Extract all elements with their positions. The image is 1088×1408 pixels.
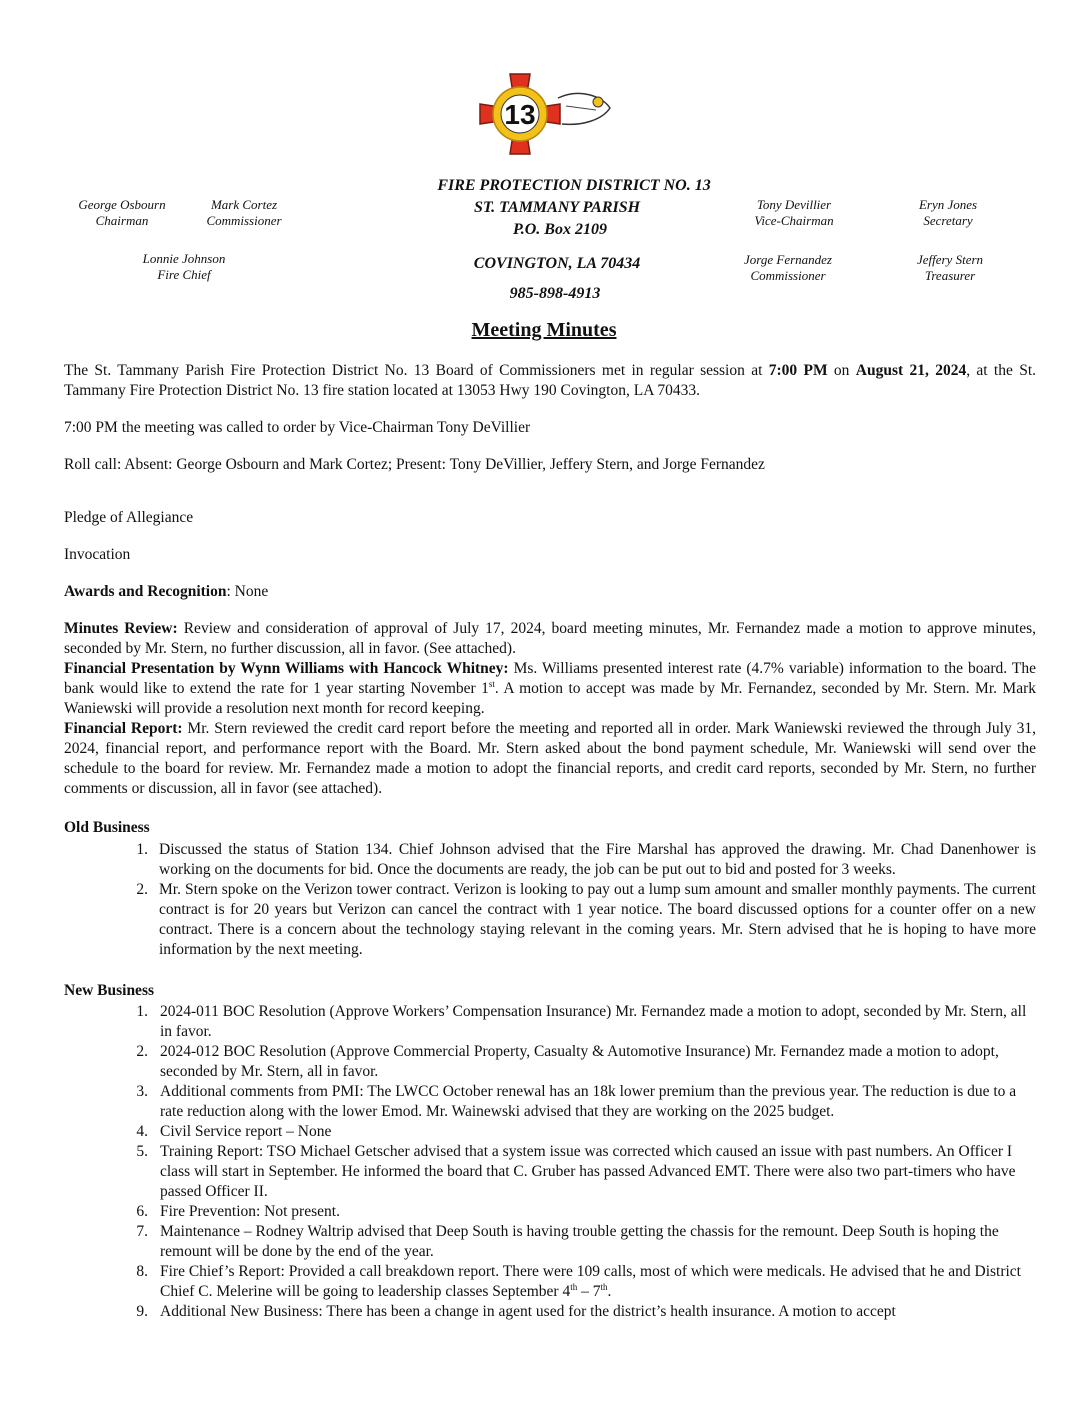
list-item: [64, 1222, 1036, 1262]
financial-presentation-text-2: . A motion to accept was made by Mr. Fernandez, seconded by Mr. Stern. Mr. Mark Waniewski will provide a resolution next month for record keeping.: [64, 680, 1036, 717]
intro-text-1: The St. Tammany Parish Fire Protection District No. 13 Board of Commissioners met in regular session at: [64, 362, 769, 379]
officer-name: Tony Devillier: [756, 197, 832, 212]
officer-title: Commissioner: [206, 213, 282, 228]
item-number: 7.: [136, 1223, 148, 1240]
financial-report-label: Financial Report:: [64, 720, 183, 737]
meeting-date: August 21, 2024: [855, 362, 967, 379]
superscript: st: [488, 678, 495, 689]
call-to-order: 7:00 PM the meeting was called to order by Vice-Chairman Tony DeVillier: [64, 419, 531, 436]
item-text: Fire Prevention: Not present.: [160, 1203, 340, 1220]
invocation: Invocation: [64, 546, 131, 563]
list-item: [64, 1122, 1036, 1142]
intro-text-3: , at the St. Tammany Fire Protection District No. 13 fire station located at 13053 Hwy 190 Covington, LA 70433.: [64, 362, 1037, 399]
officer-title: Treasurer: [924, 268, 976, 283]
item-text: 2024-011 BOC Resolution (Approve Workers’ Compensation Insurance) Mr. Fernandez made a motion to adopt, seconded by Mr. Stern, all in favor.: [160, 1003, 1027, 1040]
officer-name: George Osbourn: [78, 197, 166, 212]
item-number: 3.: [136, 1083, 148, 1100]
officer-title: Chairman: [95, 213, 149, 228]
meeting-time: 7:00 PM: [768, 362, 828, 379]
officer-title: Secretary: [923, 213, 973, 228]
district-logo: [470, 68, 618, 160]
item-text: Additional comments from PMI: The LWCC October renewal has an 18k lower premium than the previous year. The reduction is due to a rate reduction along with the lower Emod. Mr. Wainewski advised that they are working on the 2025 budget.: [160, 1083, 1017, 1120]
item-number: 2.: [136, 881, 148, 898]
superscript: th: [600, 1281, 608, 1292]
officer-chairman: [62, 197, 182, 229]
item-number: 4.: [136, 1123, 148, 1140]
item-text: .: [607, 1283, 612, 1300]
awards-recognition: [64, 582, 1036, 602]
financial-report-text: Mr. Stern reviewed the credit card report before the meeting and reported all in order. Mark Waniewski reviewed the through July 31, 2024, financial report, and performance report with the Board. Mr. Stern asked about the bond payment schedule, Mr. Waniewski will send over the schedule to the board for review. Mr. Fernandez made a motion to adopt the financial reports, and credit card reports, seconded by Mr. Stern, no further comments or discussion, all in favor (see attached).: [64, 720, 1036, 797]
item-text: Fire Chief’s Report: Provided a call breakdown report. There were 109 calls, most of which were medicals. He advised that he and District Chief C. Melerine will be going to leadership classes September 4: [160, 1263, 1021, 1300]
old-business-heading: Old Business: [64, 819, 150, 836]
item-text: Discussed the status of Station 134. Chief Johnson advised that the Fire Marshal has approved the drawing. Mr. Chad Danenhower is working on the documents for bid. Once the documents are ready, the job can be put out to bid and posted for 3 weeks.: [159, 841, 1036, 878]
po-box: P.O. Box 2109: [513, 221, 607, 238]
minutes-review: [64, 619, 1036, 659]
district-name: FIRE PROTECTION DISTRICT NO. 13: [437, 177, 711, 194]
officer-name: Jeffery Stern: [916, 252, 984, 267]
new-business-heading: New Business: [64, 982, 155, 999]
item-number: 6.: [136, 1203, 148, 1220]
list-item: [64, 840, 1036, 880]
old-business-list: [64, 840, 1036, 960]
intro-text-2: on: [827, 362, 856, 379]
district-header: [400, 175, 748, 305]
officer-fire-chief: [124, 251, 244, 283]
item-number: 1.: [136, 841, 148, 858]
item-text: Additional New Business: There has been a change in agent used for the district’s health insurance. A motion to accept: [160, 1303, 896, 1320]
officer-title: Vice-Chairman: [754, 213, 834, 228]
item-text: – 7: [577, 1283, 601, 1300]
new-business-list: [64, 1002, 1036, 1322]
list-item: [64, 1002, 1036, 1042]
officer-name: Mark Cortez: [210, 197, 278, 212]
awards-label: Awards and Recognition: [64, 583, 227, 600]
page-title: Meeting Minutes: [471, 319, 617, 341]
intro-paragraph: [64, 361, 1036, 401]
item-text: Mr. Stern spoke on the Verizon tower contract. Verizon is looking to pay out a lump sum amount and smaller monthly payments. The current contract is for 20 years but Verizon can cancel the contract with 1 year notice. The board discussed options for a counter offer on a new contract. There is a concern about the technology staying relevant in the coming years. Mr. Stern advised that he is hoping to have more information by the next meeting.: [159, 881, 1036, 958]
superscript: th: [570, 1281, 578, 1292]
list-item: [64, 1302, 1036, 1322]
logo-number: 13: [504, 99, 536, 130]
list-item: [64, 1262, 1036, 1302]
officer-commissioner-1: [186, 197, 302, 229]
item-text: Maintenance – Rodney Waltrip advised that Deep South is having trouble getting the chassis for the remount. Deep South is hoping the remount will be done by the end of the year.: [160, 1223, 999, 1260]
officer-title: Fire Chief: [157, 267, 211, 282]
city: COVINGTON, LA 70434: [473, 255, 641, 272]
officer-secretary: [890, 197, 1006, 229]
item-number: 8.: [136, 1263, 148, 1280]
officer-title: Commissioner: [750, 268, 826, 283]
officer-name: Lonnie Johnson: [142, 251, 226, 266]
officer-name: Eryn Jones: [918, 197, 978, 212]
list-item: [64, 1082, 1036, 1122]
list-item: [64, 1142, 1036, 1202]
item-number: 9.: [136, 1303, 148, 1320]
item-number: 1.: [136, 1003, 148, 1020]
officer-commissioner-2: [722, 252, 854, 284]
item-text: Civil Service report – None: [160, 1123, 332, 1140]
list-item: [64, 1202, 1036, 1222]
financial-presentation-label: Financial Presentation by Wynn Williams with Hancock Whitney:: [64, 660, 509, 677]
roll-call: Roll call: Absent: George Osbourn and Mark Cortez; Present: Tony DeVillier, Jeffery Stern, and Jorge Fernandez: [64, 456, 765, 473]
awards-text: : None: [226, 583, 269, 600]
item-number: 5.: [136, 1143, 148, 1160]
phone: 985-898-4913: [509, 285, 601, 302]
list-item: [64, 880, 1036, 960]
officer-name: Jorge Fernandez: [744, 252, 832, 267]
pledge: Pledge of Allegiance: [64, 509, 194, 526]
officer-treasurer: [890, 252, 1010, 284]
officer-vice-chairman: [730, 197, 858, 229]
item-text: 2024-012 BOC Resolution (Approve Commercial Property, Casualty & Automotive Insurance) Mr. Fernandez made a motion to adopt, seconded by Mr. Stern, all in favor.: [160, 1043, 999, 1080]
financial-report: [64, 719, 1036, 799]
financial-presentation: [64, 659, 1036, 719]
list-item: [64, 1042, 1036, 1082]
parish-name: ST. TAMMANY PARISH: [473, 199, 641, 216]
item-text: Training Report: TSO Michael Getscher advised that a system issue was corrected which caused an issue with past numbers. An Officer I class will start in September. He informed the board that C. Gruber has passed Advanced EMT. There were also two part-timers who have passed Officer II.: [160, 1143, 1016, 1200]
reports-block: [64, 619, 1036, 799]
item-number: 2.: [136, 1043, 148, 1060]
minutes-review-text: Review and consideration of approval of July 17, 2024, board meeting minutes, Mr. Fernandez made a motion to approve minutes, seconded by Mr. Stern, no further discussion, all in favor. (See attached).: [64, 620, 1036, 657]
minutes-review-label: Minutes Review:: [64, 620, 178, 637]
financial-presentation-text: Ms. Williams presented interest rate (4.7% variable) information to the board. The bank would like to extend the rate for 1 year starting November 1: [64, 660, 1036, 697]
